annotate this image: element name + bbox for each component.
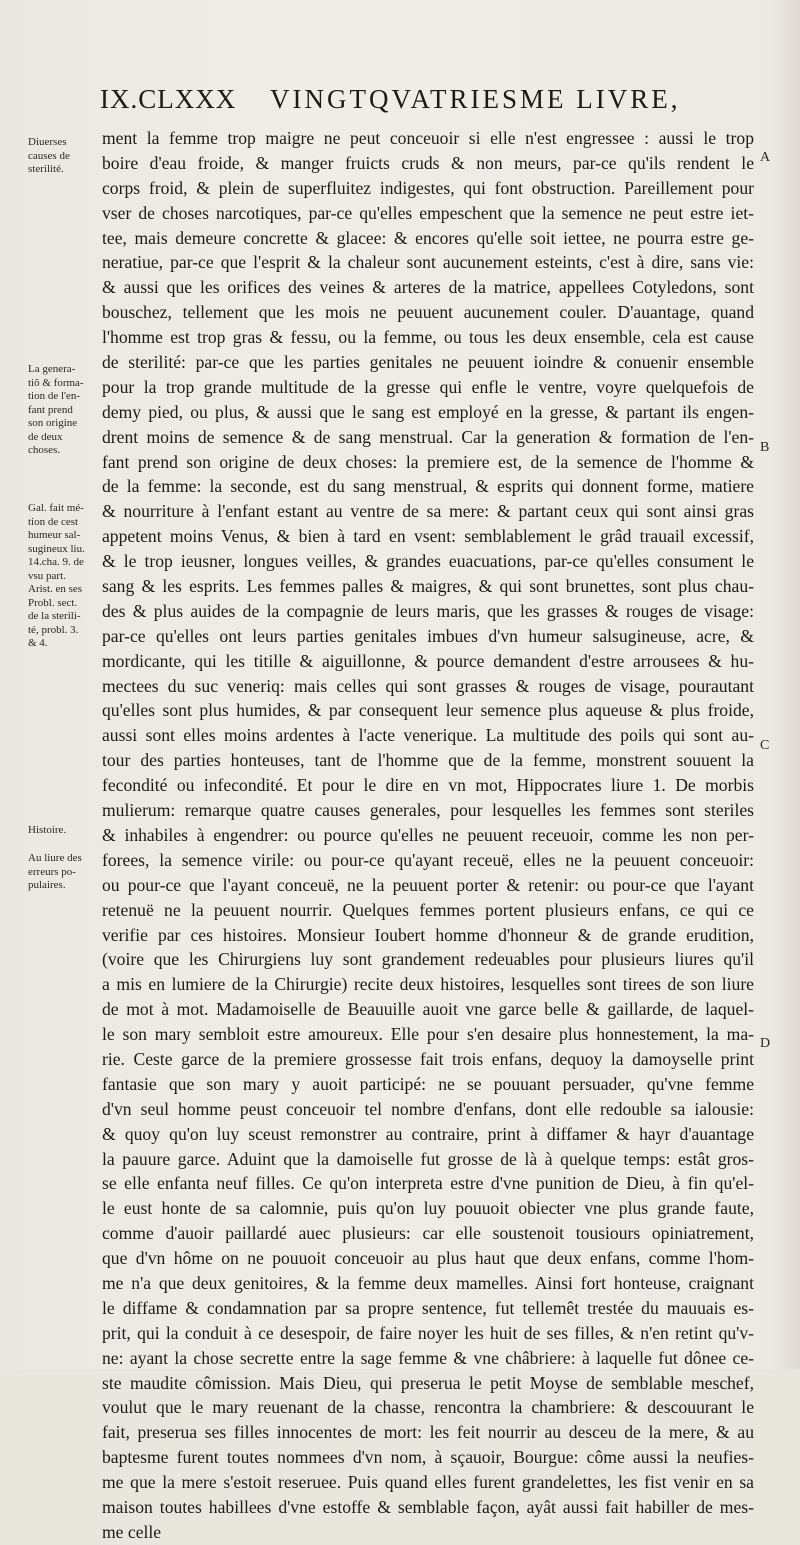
text-line: a mis en lumiere de la Chirurgie) recite deux histoires, lesquelles sont tirees de son liure bbox=[102, 974, 754, 995]
text-line: fantasie que son mary y auoit participé: ne se pouuant persuader, qu'vne femme bbox=[102, 1073, 754, 1094]
text-line: ste maudite cômission. Mais Dieu, qui preserua le petit Moyse de semblable meschef, bbox=[102, 1372, 754, 1393]
margin-note-erreurs-populaires: Au liure des erreurs po- pulaires. bbox=[28, 852, 82, 891]
text-line: bouschez, tellement que les mois ne peuuent aucunement couler. D'auantage, quand bbox=[102, 302, 754, 323]
text-line: fait, preserua ses filles innocentes de mort: les feit nourrir au desceu de la mere, & au bbox=[102, 1422, 754, 1443]
text-line: & inhabiles à engendrer: ou pource qu'elles ne peuuent receuoir, comme les non per- bbox=[102, 824, 754, 845]
text-line: voulut que le mary reuenant de la chasse, rencontra la chambriere: & descouurant le bbox=[102, 1397, 754, 1418]
text-line: se elle enfanta neuf filles. Ce qu'on interpreta estre d'vne punition de Dieu, à fin qu'el- bbox=[102, 1173, 754, 1194]
text-line: vser de choses narcotiques, par-ce qu'elles empeschent que la semence ne peut estre iet- bbox=[102, 202, 754, 223]
text-line: & nourriture à l'enfant estant au ventre de sa mere: & partant ceux qui sont ainsi gras bbox=[102, 501, 754, 522]
text-line: comme d'auoir paillardé auec plusieurs: car elle soustenoit tousiours opiniatrement, bbox=[102, 1223, 754, 1244]
text-line: ou pour-ce que l'ayant conceuë, ne la peuuent porter & retenir: ou pour-ce que l'ayant bbox=[102, 874, 754, 895]
text-line: boire d'eau froide, & manger fruicts cruds & non meurs, par-ce qu'ils rendent le bbox=[102, 152, 754, 173]
text-line: l'homme est trop gras & fessu, ou la femme, ou tous les deux ensemble, cela est cause bbox=[102, 327, 754, 348]
text-line: neratiue, par-ce que l'esprit & la chaleur sont aucunement esteints, c'est à dire, sans vie: bbox=[102, 252, 754, 273]
text-line: de sterilité: par-ce que les parties genitales ne peuuent ioindre & conuenir ensemble bbox=[102, 352, 754, 373]
text-line: verifie par ces histoires. Monsieur Ioubert homme d'honneur & de grande erudition, bbox=[102, 924, 754, 945]
margin-note-sterility-causes: Diuerses causes de sterilité. bbox=[28, 136, 70, 175]
body-text bbox=[102, 126, 754, 1545]
section-letter-d: D bbox=[760, 1036, 771, 1051]
text-line: & quoy qu'on luy sceust remonstrer au contraire, print à diffamer & hayr d'auantage bbox=[102, 1123, 754, 1144]
margin-note-galen: Gal. fait mé- tion de cest humeur sal- sugineux liu. 14.cha. 9. de vsu part. Arist. en ses Probl. sect. de la sterili- té, probl. 3. & 4. bbox=[28, 502, 85, 649]
text-line: (voire que les Chirurgiens luy sont grandement redeuables pour plusieurs liures qu'il bbox=[102, 949, 754, 970]
margin-note-generation: La genera- tiô & forma- tion de l'en- fant prend son origine de deux choses. bbox=[28, 363, 84, 456]
text-line: prit, qui la conduit à ce desespoir, de faire noyer les huit de ses filles, & n'en retint qu'v- bbox=[102, 1322, 754, 1343]
text-line: baptesme furent toutes nommees d'vn nom, à sçauoir, Bourgue: côme aussi la neufies- bbox=[102, 1447, 754, 1468]
text-line: le diffame & condamnation par sa propre sentence, fut tellemêt trestée du mauuais es- bbox=[102, 1297, 754, 1318]
running-title: VINGTQVATRIESME LIVRE, bbox=[270, 84, 681, 114]
text-line: la pauure garce. Aduint que la damoiselle fut grosse de là à quelque temps: estât gros- bbox=[102, 1148, 754, 1169]
text-line: tour des parties honteuses, tant de l'homme que de la femme, monstrent souuent la bbox=[102, 750, 754, 771]
text-line: tee, mais demeure concrette & glacee: & encores qu'elle soit iettee, ne pourra estre ge- bbox=[102, 227, 754, 248]
text-line: des & plus auides de la compagnie de leurs maris, que les grasses & rouges de visage: bbox=[102, 600, 754, 621]
page-gutter-shadow bbox=[770, 0, 800, 1369]
text-line: corps froid, & plein de superfluitez indigestes, qui font obstruction. Pareillement pour bbox=[102, 177, 754, 198]
page-header bbox=[100, 84, 740, 124]
text-line: forees, la semence virile: ou pour-ce qu'ayant receuë, elles ne la peuuent conceuoir: bbox=[102, 849, 754, 870]
text-line: mordicante, qui les titille & aiguillonne, & pource demandent d'estre arrousees & hu- bbox=[102, 650, 754, 671]
text-line: par-ce qu'elles ont leurs parties genitales imbues d'vn humeur salsugineuse, acre, & bbox=[102, 625, 754, 646]
text-line: fant prend son origine de deux choses: la premiere est, de la semence de l'homme & bbox=[102, 451, 754, 472]
text-line: me n'a que deux genitoires, & la femme deux mamelles. Ainsi fort honteuse, craignant bbox=[102, 1272, 754, 1293]
text-line: & aussi que les orifices des veines & arteres de la matrice, appellees Cotyledons, sont bbox=[102, 277, 754, 298]
text-line: le son mary sembloit estre amoureux. Elle pour s'en desaire plus honnestement, la ma- bbox=[102, 1024, 754, 1045]
text-line: sang & les esprits. Les femmes palles & maigres, & qui sont brunettes, sont plus chau- bbox=[102, 576, 754, 597]
section-letter-a: A bbox=[760, 150, 771, 165]
text-line: que d'vn hôme on ne pouuoit conceuoir au plus haut que deux enfans, comme l'hom- bbox=[102, 1248, 754, 1269]
section-letter-b: B bbox=[760, 440, 770, 455]
text-line: drent moins de semence & de sang menstrual. Car la generation & formation de l'en- bbox=[102, 426, 754, 447]
text-line: qu'elles sont plus humides, & par consequent leur semence plus aqueuse & plus froide, bbox=[102, 700, 754, 721]
folio-number: IX.CLXXX bbox=[100, 84, 237, 114]
text-line: fecondité ou infecondité. Et pour le dire en vn mot, Hippocrates liure 1. De morbis bbox=[102, 775, 754, 796]
text-line: le eust honte de sa calomnie, puis qu'on luy pouuoit obiecter vne plus grande faute, bbox=[102, 1198, 754, 1219]
text-line: retenuë ne la peuuent nourrir. Quelques femmes portent plusieurs enfans, ce qui ce bbox=[102, 899, 754, 920]
text-line: mectees du suc veneriq: mais celles qui sont grasses & rouges de visage, pourautant bbox=[102, 675, 754, 696]
margin-note-histoire: Histoire. bbox=[28, 824, 67, 836]
text-line: ne: ayant la chose secrette entre la sage femme & vne châbriere: à laquelle fut dônee ce- bbox=[102, 1347, 754, 1368]
text-line: de la femme: la seconde, est du sang menstrual, & esprits qui donnent forme, matiere bbox=[102, 476, 754, 497]
text-line: rie. Ceste garce de la premiere grossesse fait trois enfans, dequoy la damoyselle print bbox=[102, 1048, 754, 1069]
text-line: me celle bbox=[102, 1521, 162, 1542]
text-line: aussi sont elles moins ardentes à l'acte venerique. La multitude des poils qui sont au- bbox=[102, 725, 754, 746]
text-line: & le trop ieusner, longues veilles, & grandes euacuations, par-ce qu'elles consument le bbox=[102, 551, 754, 572]
text-line: de mot à mot. Madamoiselle de Beauuille auoit vne garce belle & gaillarde, de laquel- bbox=[102, 999, 754, 1020]
text-line: me que la mere s'estoit reseruee. Puis quand elles furent grandelettes, les fist venir en sa bbox=[102, 1472, 754, 1493]
section-letter-c: C bbox=[760, 738, 770, 753]
text-line: pour la trop grande multitude de la gresse qui enfle le ventre, voyre quelquefois de bbox=[102, 376, 754, 397]
text-line: demy pied, ou plus, & aussi que le sang est employé en la gresse, & partant ils engen- bbox=[102, 401, 754, 422]
text-line: maison toutes habillees d'vne estoffe & semblable façon, ayât aussi fait habiller de mes- bbox=[102, 1496, 754, 1517]
text-line: mulierum: remarque quatre causes generales, pour lesquelles les femmes sont steriles bbox=[102, 800, 754, 821]
text-line: appetent moins Venus, & bien à tard en vsent: semblablement le grâd trauail excessif, bbox=[102, 526, 754, 547]
text-line: ment la femme trop maigre ne peut conceuoir si elle n'est engressee : aussi le trop bbox=[102, 128, 754, 148]
text-line: d'vn seul homme peust conceuoir tel nombre d'enfans, dont elle redouble sa ialousie: bbox=[102, 1098, 754, 1119]
